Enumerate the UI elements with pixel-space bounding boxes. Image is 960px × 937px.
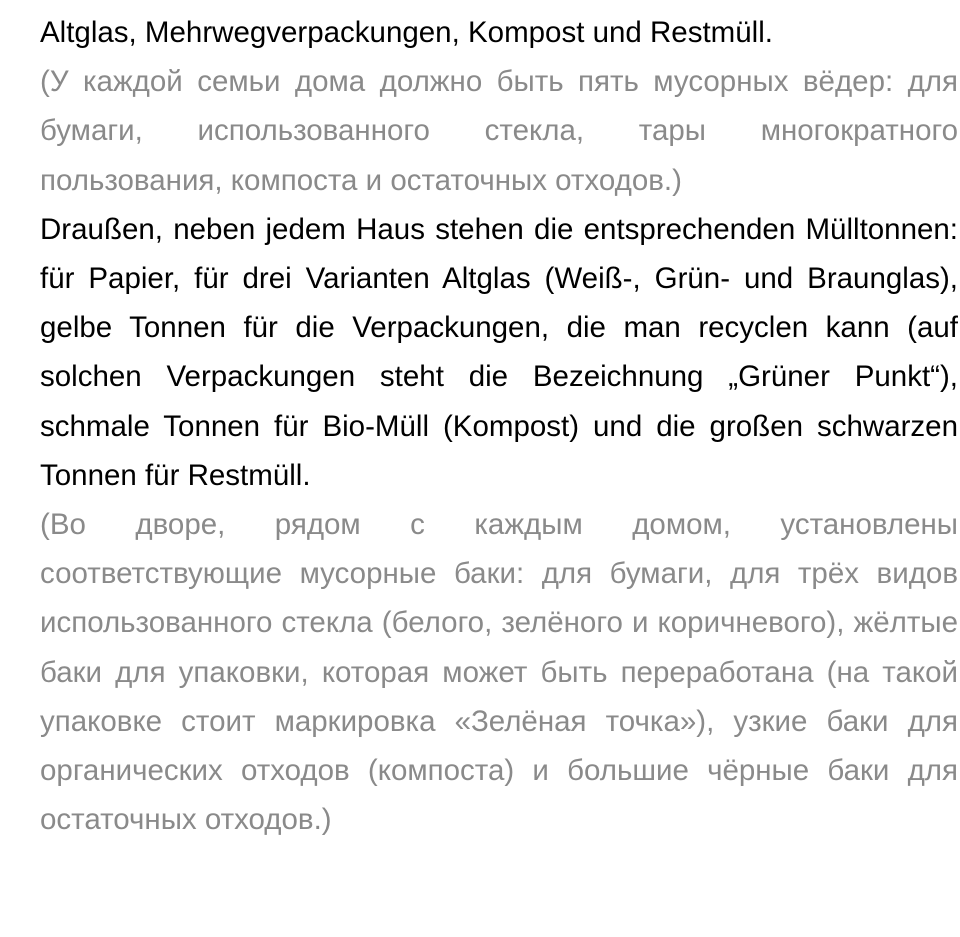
document-page xyxy=(40,8,958,844)
german-paragraph-2: Draußen, neben jedem Haus stehen die entsprechenden Mülltonnen: für Papier, für drei Varianten Altglas (Weiß-, Grün- und Braunglas), gelbe Tonnen für die Verpackungen, die man recyclen kann (auf solchen Verpackungen steht die Bezeichnung „Grüner Punkt“), schmale Tonnen für Bio-Müll (Kompost) und die großen schwarzen Tonnen für Restmüll. xyxy=(40,212,958,492)
russian-translation-1: (У каждой семьи дома должно быть пять мусорных вёдер: для бумаги, использованного стекла, тары многократного пользования, компоста и остаточных отходов.) xyxy=(40,65,958,197)
german-paragraph-1: Altglas, Mehrwegverpackungen, Kompost und Restmüll. xyxy=(40,16,773,49)
russian-translation-2: (Во дворе, рядом с каждым домом, установлены соответствующие мусорные баки: для бумаги, для трёх видов использованного стекла (белого, зелёного и коричневого), жёлтые баки для упаковки, которая может быть переработана (на такой упаковке стоит маркировка «Зелёная точка»), узкие баки для органических отходов (компоста) и большие чёрные баки для остаточных отходов.) xyxy=(40,508,958,837)
